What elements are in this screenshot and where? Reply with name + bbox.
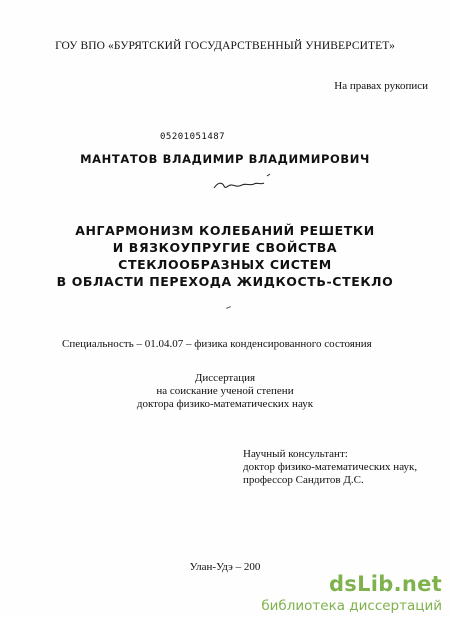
consultant-line: профессор Сандитов Д.С. [243, 474, 364, 486]
watermark-logo[interactable]: dsLib.net [328, 572, 442, 596]
degree-line: на соискание ученой степени [156, 385, 294, 397]
consultant-line: доктор физико-математических наук, [243, 461, 418, 473]
rights-note: На правах рукописи [334, 80, 428, 92]
degree-line: доктора физико-математических наук [136, 398, 314, 410]
dslib-watermark[interactable] [261, 572, 442, 614]
handwritten-signature [212, 172, 282, 194]
consultant-block [243, 448, 417, 487]
degree-line: Диссертация [194, 372, 256, 384]
city-year: Улан-Удэ – 200 [189, 561, 261, 573]
consultant-line: Научный консультант: [243, 448, 348, 460]
watermark-subtitle: библиотека диссертаций [261, 598, 442, 614]
organization-header: ГОУ ВПО «БУРЯТСКИЙ ГОСУДАРСТВЕННЫЙ УНИВЕРСИТЕТ» [55, 40, 395, 52]
document-number: 05201051487 [160, 132, 226, 142]
title-line: И ВЯЗКОУПРУГИЕ СВОЙСТВА [112, 240, 338, 255]
title-line: СТЕКЛООБРАЗНЫХ СИСТЕМ [118, 257, 332, 272]
title-line: В ОБЛАСТИ ПЕРЕХОДА ЖИДКОСТЬ-СТЕКЛО [56, 274, 394, 289]
stray-mark [226, 306, 231, 309]
specialty-line: Специальность – 01.04.07 – физика конденсированного состояния [62, 338, 372, 350]
title-line: АНГАРМОНИЗМ КОЛЕБАНИЙ РЕШЕТКИ [75, 223, 375, 238]
degree-block [0, 372, 450, 411]
author-name: МАНТАТОВ ВЛАДИМИР ВЛАДИМИРОВИЧ [80, 152, 370, 166]
dissertation-title [0, 222, 450, 290]
